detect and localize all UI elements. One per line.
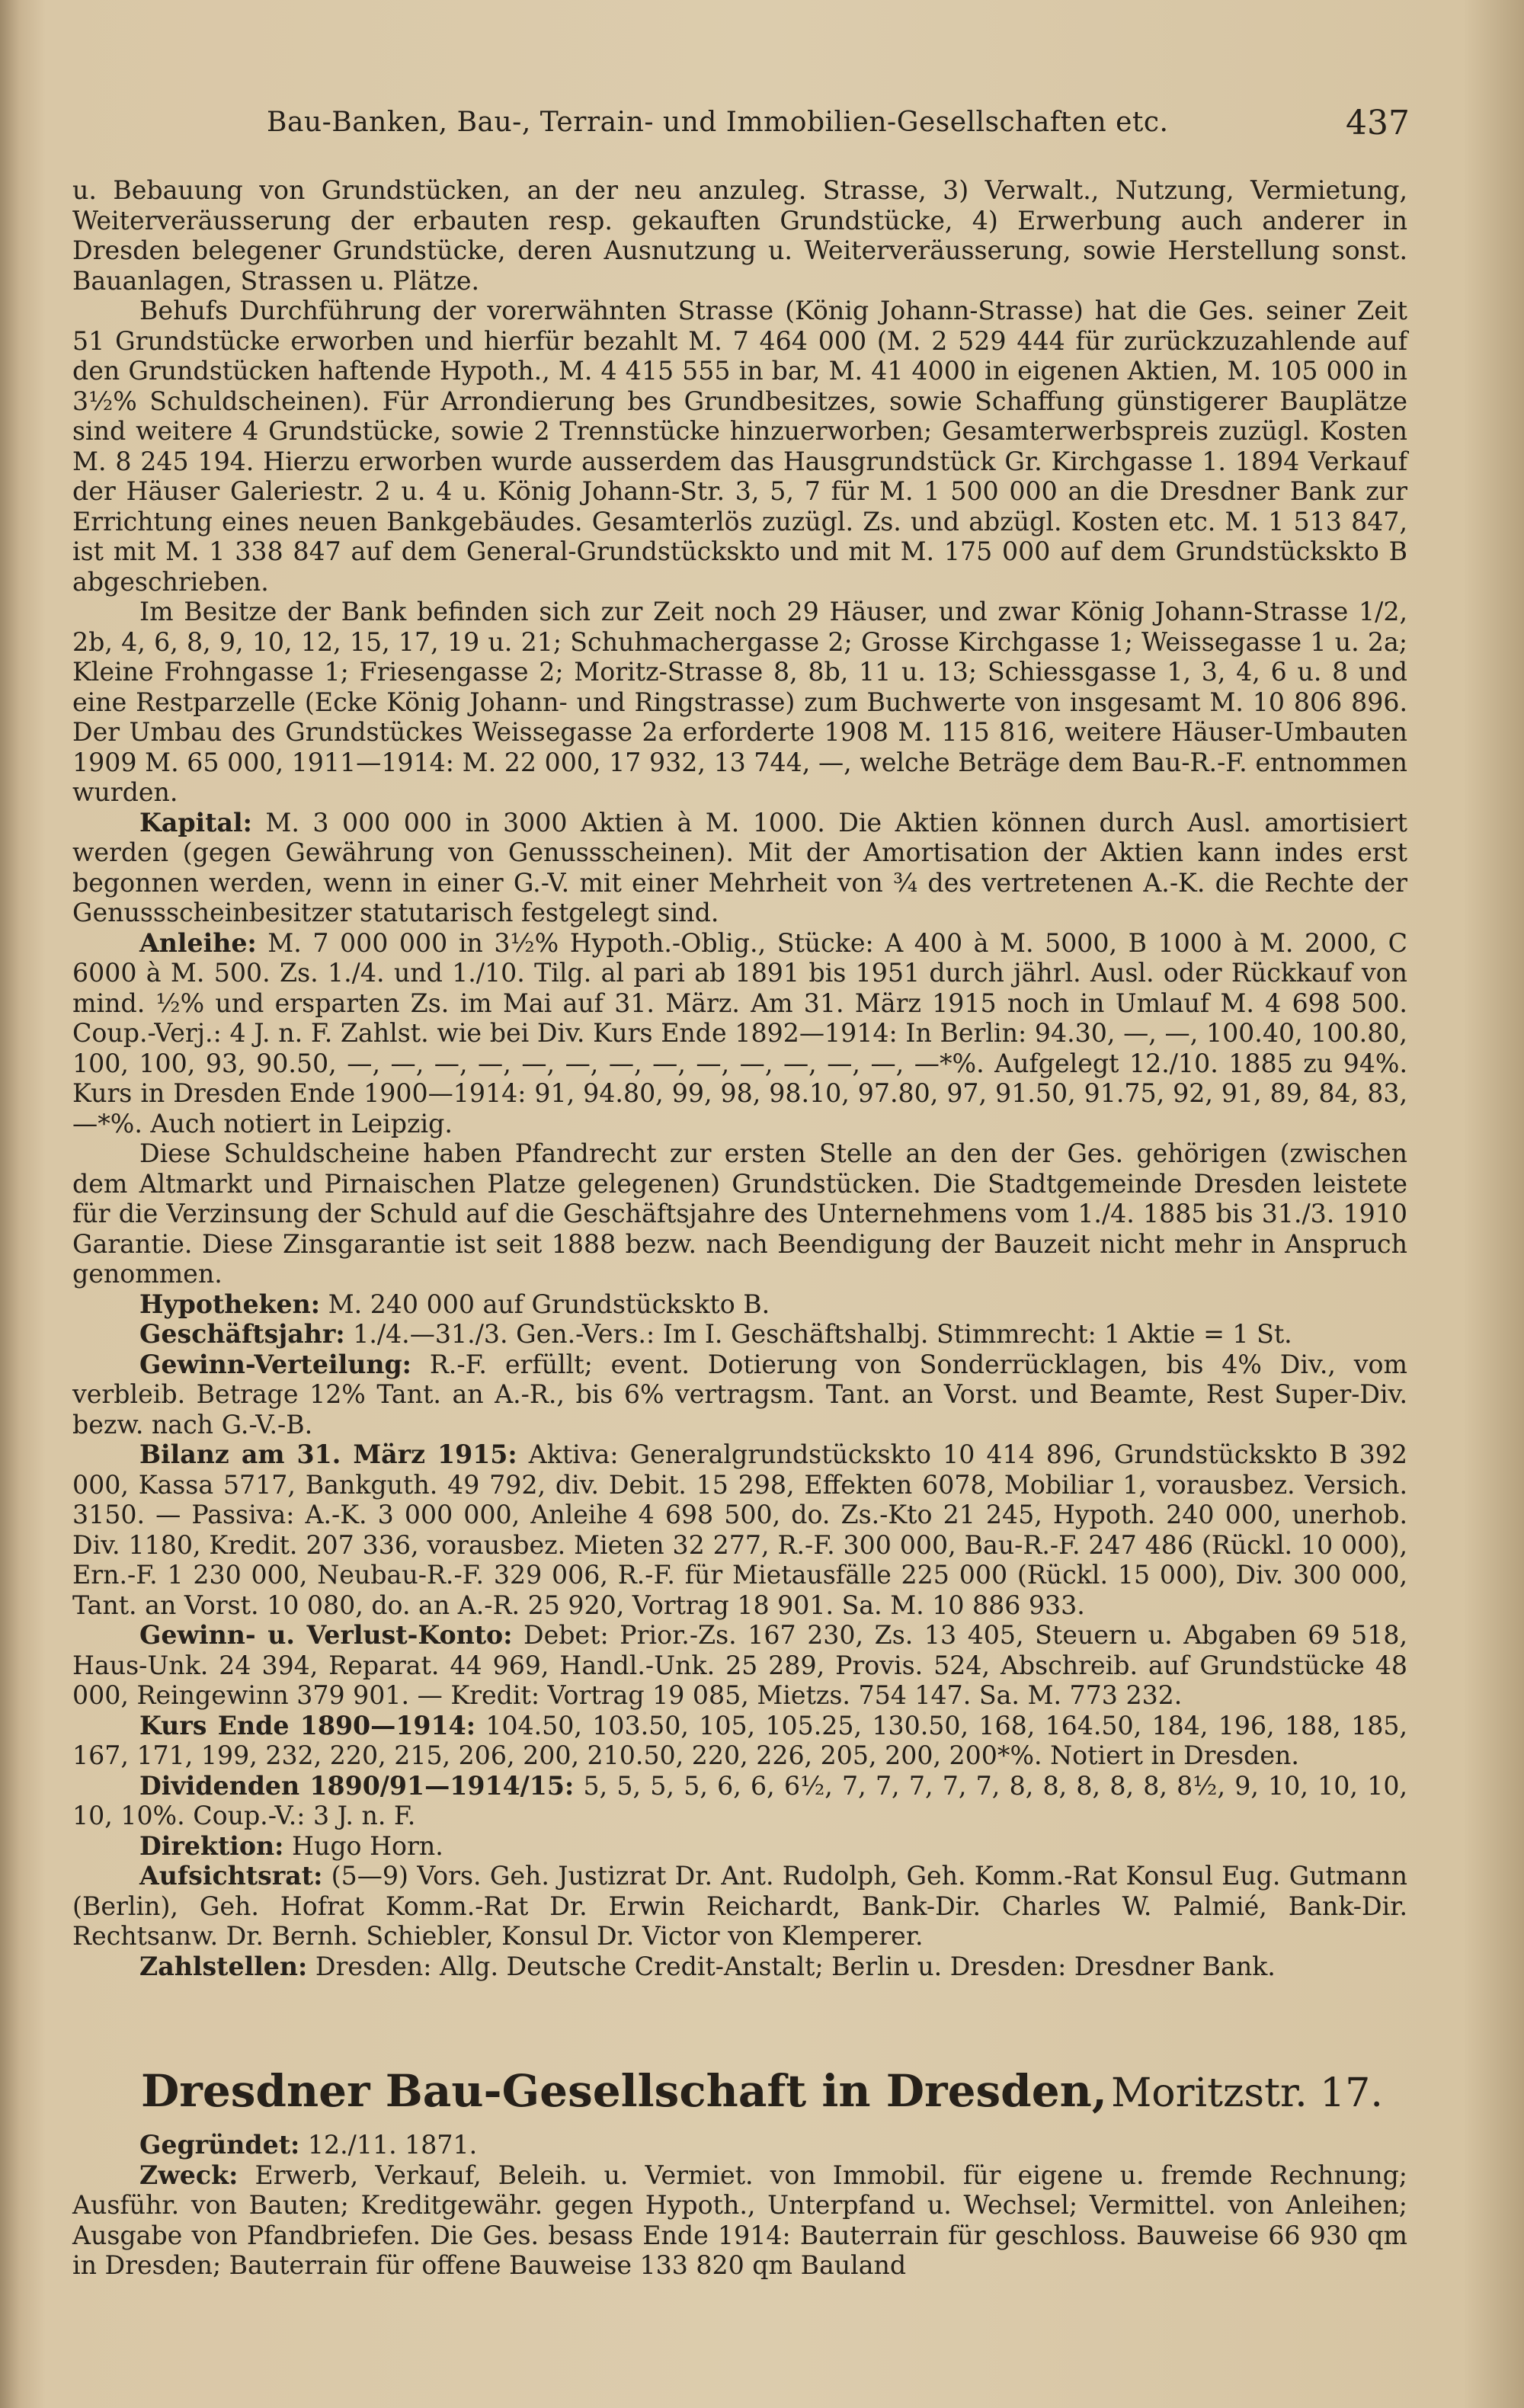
page-number: 437 xyxy=(1346,104,1410,142)
paragraph xyxy=(72,928,1407,1139)
paragraph xyxy=(72,296,1407,597)
paragraph xyxy=(72,1350,1407,1440)
paragraph-text: 1./4.—31./3. Gen.-Vers.: Im I. Geschäftshalbj. Stimmrecht: 1 Aktie = 1 St. xyxy=(353,1319,1292,1349)
paragraph xyxy=(72,1620,1407,1711)
paragraph-text: M. 240 000 auf Grundstückskto B. xyxy=(328,1289,770,1319)
paragraph xyxy=(72,808,1407,928)
section-label: Dividenden 1890/91—1914/15: xyxy=(139,1770,575,1801)
paragraph-text: Im Besitze der Bank befinden sich zur Zeit noch 29 Häuser, und zwar König Johann-Strasse 1/2, 2b, 4, 6, 8, 9, 10, 12, 15, 17, 19 u. 21; Schuhmachergasse 2; Grosse Kirchgasse 1; Weissegasse 1 u. 2a; Kleine Frohngasse 1; Friesengasse 2; Moritz-Strasse 8, 8b, 11 u. 13; Schiessgasse 1, 3, 4, 6 u. 8 und eine Restparzelle (Ecke König Johann- und Ringstrasse) zum Buchwerte von insgesamt M. 10 806 896. Der Umbau des Grundstückes Weissegasse 2a erforderte 1908 M. 115 816, weitere Häuser-Umbauten 1909 M. 65 000, 1911—1914: M. 22 000, 17 932, 13 744, —, welche Beträge dem Bau-R.-F. entnommen wurden. xyxy=(72,597,1407,807)
paragraph xyxy=(72,2160,1407,2281)
paragraph xyxy=(72,1711,1407,1771)
paragraph-text: 104.50, 103.50, 105, 105.25, 130.50, 168, 164.50, 184, 196, 188, 185, 167, 171, 199, 232, 220, 215, 206, 200, 210.50, 220, 226, 205, 200, 200*%. Notiert in Dresden. xyxy=(72,1710,1407,1770)
paragraph-text: Hugo Horn. xyxy=(292,1830,443,1861)
company-heading xyxy=(141,2065,1436,2117)
section-label: Direktion: xyxy=(139,1830,284,1861)
paragraph-text: Diese Schuldscheine haben Pfandrecht zur ersten Stelle an den der Ges. gehörigen (zwischen dem Altmarkt und Pirnaischen Platze gelegenen) Grundstücken. Die Stadtgemeinde Dresden leistete für die Verzinsung der Schuld auf die Geschäftsjahre des Unternehmens vom 1./4. 1885 bis 31./3. 1910 Garantie. Diese Zinsgarantie ist seit 1888 bezw. nach Beendigung der Bauzeit nicht mehr in Anspruch genommen. xyxy=(72,1138,1407,1289)
paragraph-text: Behufs Durchführung der vorerwähnten Strasse (König Johann-Strasse) hat die Ges. seiner Zeit 51 Grundstücke erworben und hierfür bezahlt M. 7 464 000 (M. 2 529 444 für zurückzuzahlende auf den Grundstücken haftende Hypoth., M. 4 415 555 in bar, M. 41 4000 in eigenen Aktien, M. 105 000 in 3½% Schuldscheinen). Für Arrondierung bes Grundbesitzes, sowie Schaffung günstigerer Bauplätze sind weitere 4 Grundstücke, sowie 2 Trennstücke hinzuerworben; Gesamterwerbspreis zuzügl. Kosten M. 8 245 194. Hierzu erworben wurde ausserdem das Hausgrundstück Gr. Kirchgasse 1. 1894 Verkauf der Häuser Galeriestr. 2 u. 4 u. König Johann-Str. 3, 5, 7 für M. 1 500 000 an die Dresdner Bank zur Errichtung eines neuen Bankgebäudes. Gesamterlös zuzügl. Zs. und abzügl. Kosten etc. M. 1 513 847, ist mit M. 1 338 847 auf dem General-Grundstückskto und mit M. 175 000 auf dem Grundstückskto B abgeschrieben. xyxy=(72,296,1407,597)
section-label: Geschäftsjahr: xyxy=(139,1319,345,1349)
section-label: Kapital: xyxy=(139,807,252,837)
paragraph-text: Dresden: Allg. Deutsche Credit-Anstalt; Berlin u. Dresden: Dresdner Bank. xyxy=(315,1951,1276,1981)
paragraph-text: 12./11. 1871. xyxy=(307,2130,478,2160)
section-label: Zahlstellen: xyxy=(139,1951,308,1981)
section-label: Gegründet: xyxy=(139,2130,300,2160)
paragraph xyxy=(72,1319,1407,1350)
company-address: Moritzstr. 17. xyxy=(1111,2070,1383,2116)
paragraph-text: Debet: Prior.-Zs. 167 230, Zs. 13 405, Steuern u. Abgaben 69 518, Haus-Unk. 24 394, Reparat. 44 969, Handl.-Unk. 25 289, Provis. 524, Abschreib. auf Grundstücke 48 000, Reingewinn 379 901. — Kredit: Vortrag 19 085, Mietzs. 754 147. Sa. M. 773 232. xyxy=(72,1620,1407,1710)
section-label: Gewinn-Verteilung: xyxy=(139,1349,411,1379)
section-label: Anleihe: xyxy=(139,927,257,958)
company-body xyxy=(72,2130,1407,2281)
paragraph xyxy=(72,1771,1407,1831)
paragraph-text: R.-F. erfüllt; event. Dotierung von Sonderrücklagen, bis 4% Div., vom verbleib. Betrage 12% Tant. an A.-R., bis 6% vertragsm. Tant. an Vorst. und Beamte, Rest Super-Div. bezw. nach G.-V.-B. xyxy=(72,1349,1407,1439)
paragraph-text: u. Bebauung von Grundstücken, an der neu anzuleg. Strasse, 3) Verwalt., Nutzung, Vermietung, Weiterveräusserung der erbauten resp. gekauften Grundstücke, 4) Erwerbung auch anderer in Dresden belegener Grundstücke, deren Ausnutzung u. Weiterveräusserung, sowie Herstellung sonst. Bauanlagen, Strassen u. Plätze. xyxy=(72,175,1407,296)
paragraph-text: M. 3 000 000 in 3000 Aktien à M. 1000. Die Aktien können durch Ausl. amortisiert werden (gegen Gewährung von Genussscheinen). Mit der Amortisation der Aktien kann indes erst begonnen werden, wenn in einer G.-V. mit einer Mehrheit von ¾ des vertretenen A.-K. die Rechte der Genussscheinbesitzer statutarisch festgelegt sind. xyxy=(72,807,1407,927)
paragraph xyxy=(72,1831,1407,1862)
section-label: Aufsichtsrat: xyxy=(139,1861,323,1891)
section-label: Gewinn- u. Verlust-Konto: xyxy=(139,1620,513,1650)
paragraph xyxy=(72,597,1407,808)
article-body xyxy=(72,175,1407,1981)
paragraph xyxy=(72,2130,1407,2160)
section-label: Bilanz am 31. März 1915: xyxy=(139,1439,517,1469)
paragraph xyxy=(72,175,1407,296)
paragraph xyxy=(72,1861,1407,1952)
paragraph-text: (5—9) Vors. Geh. Justizrat Dr. Ant. Rudolph, Geh. Komm.-Rat Konsul Eug. Gutmann (Berlin), Geh. Hofrat Komm.-Rat Dr. Erwin Reichardt, Bank-Dir. Charles W. Palmié, Bank-Dir. Rechtsanw. Dr. Bernh. Schiebler, Konsul Dr. Victor von Klemperer. xyxy=(72,1861,1407,1951)
running-title: Bau-Banken, Bau-, Terrain- und Immobilien-Gesellschaften etc. xyxy=(267,107,1169,138)
paragraph-text: M. 7 000 000 in 3½% Hypoth.-Oblig., Stücke: A 400 à M. 5000, B 1000 à M. 2000, C 6000 à M. 500. Zs. 1./4. und 1./10. Tilg. al pari ab 1891 bis 1951 durch jährl. Ausl. oder Rückkauf von mind. ½% und ersparten Zs. im Mai auf 31. März. Am 31. März 1915 noch in Umlauf M. 4 698 500. Coup.-Verj.: 4 J. n. F. Zahlst. wie bei Div. Kurs Ende 1892—1914: In Berlin: 94.30, —, —, 100.40, 100.80, 100, 100, 93, 90.50, —, —, —, —, —, —, —, —, —, —, —, —, —, —*%. Aufgelegt 12./10. 1885 zu 94%. Kurs in Dresden Ende 1900—1914: 91, 94.80, 99, 98, 98.10, 97.80, 97, 91.50, 91.75, 92, 91, 89, 84, 83, —*%. Auch notiert in Leipzig. xyxy=(72,927,1407,1138)
paragraph-text: Aktiva: Generalgrundstückskto 10 414 896, Grundstückskto B 392 000, Kassa 5717, Bankguth. 49 792, div. Debit. 15 298, Effekten 6078, Mobiliar 1, vorausbez. Versich. 3150. — Passiva: A.-K. 3 000 000, Anleihe 4 698 500, do. Zs.-Kto 21 245, Hypoth. 240 000, unerhob. Div. 1180, Kredit. 207 336, vorausbez. Mieten 32 277, R.-F. 300 000, Bau-R.-F. 247 486 (Rückl. 10 000), Ern.-F. 1 230 000, Neubau-R.-F. 329 006, R.-F. für Mietausfälle 225 000 (Rückl. 15 000), Div. 300 000, Tant. an Vorst. 10 080, do. an A.-R. 25 920, Vortrag 18 901. Sa. M. 10 886 933. xyxy=(72,1439,1407,1620)
section-label: Kurs Ende 1890—1914: xyxy=(139,1710,475,1740)
company-name: Dresdner Bau-Gesellschaft in Dresden, xyxy=(141,2065,1107,2117)
paragraph xyxy=(72,1138,1407,1289)
paragraph xyxy=(72,1952,1407,1982)
paragraph-text: Erwerb, Verkauf, Beleih. u. Vermiet. von Immobil. für eigene u. fremde Rechnung; Ausführ. von Bauten; Kreditgewähr. gegen Hypoth., Unterpfand u. Wechsel; Vermittel. von Anleihen; Ausgabe von Pfandbriefen. Die Ges. besass Ende 1914: Bauterrain für geschloss. Bauweise 66 930 qm in Dresden; Bauterrain für offene Bauweise 133 820 qm Bauland xyxy=(72,2160,1407,2280)
paragraph xyxy=(72,1439,1407,1620)
paragraph-text: 5, 5, 5, 5, 6, 6, 6½, 7, 7, 7, 7, 7, 8, 8, 8, 8, 8, 8½, 9, 10, 10, 10, 10, 10%. Coup.-V.: 3 J. n. F. xyxy=(72,1770,1407,1830)
section-label: Hypotheken: xyxy=(139,1289,321,1319)
page-header xyxy=(76,104,1410,152)
paragraph xyxy=(72,1289,1407,1320)
section-label: Zweck: xyxy=(139,2160,239,2190)
